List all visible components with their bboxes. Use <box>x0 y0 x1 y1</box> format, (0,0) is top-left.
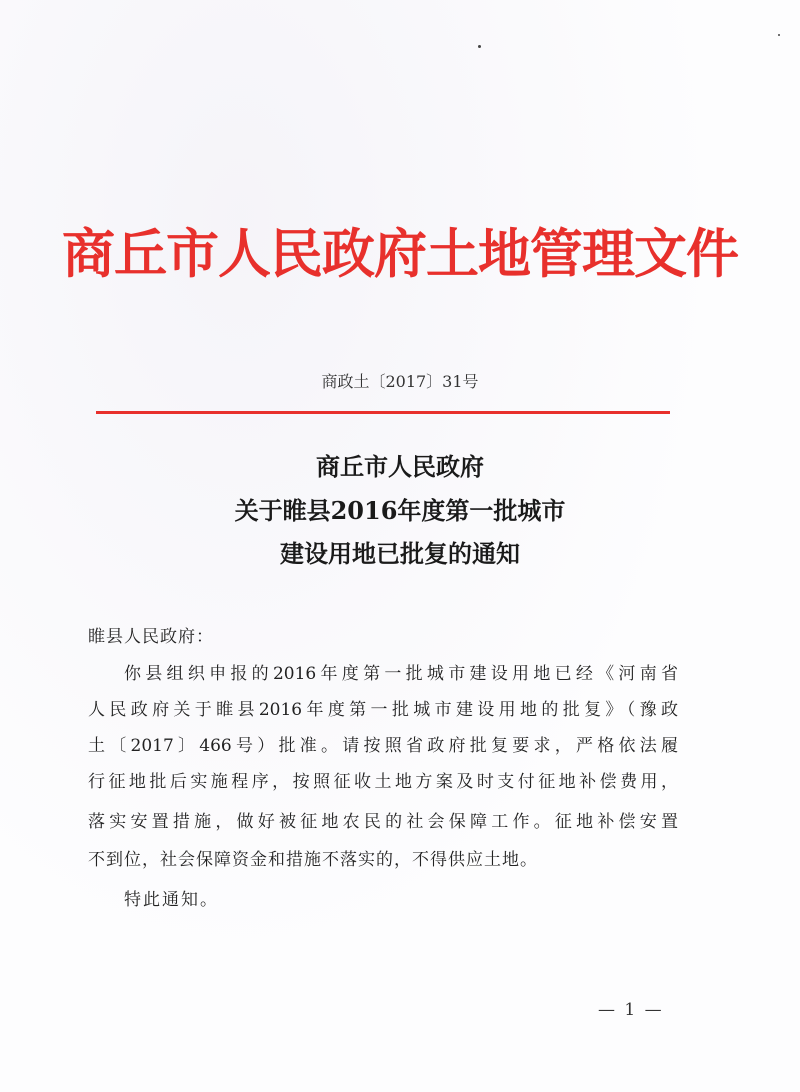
body-line: 人民政府关于睢县2016年度第一批城市建设用地的批复》（豫政 <box>88 700 678 720</box>
body-line: 不到位，社会保障资金和措施不落实的，不得供应土地。 <box>88 850 538 870</box>
body-line: 你县组织申报的2016年度第一批城市建设用地已经《河南省 <box>124 664 678 684</box>
notice-title-line-3: 建设用地已批复的通知 <box>280 539 520 568</box>
body-line: 行征地批后实施程序，按照征收土地方案及时支付征地补偿费用， <box>88 772 678 792</box>
body-line: 土〔2017〕466号）批准。请按照省政府批复要求，严格依法履 <box>88 736 678 756</box>
salutation: 睢县人民政府： <box>88 627 214 647</box>
scan-speck <box>778 34 780 36</box>
doc-number: 商政土〔2017〕31号 <box>321 372 479 391</box>
closing-text: 特此通知。 <box>124 890 219 910</box>
page-number: — 1 — <box>598 1000 664 1020</box>
red-divider <box>96 411 670 414</box>
body-line: 落实安置措施，做好被征地农民的社会保障工作。征地补偿安置 <box>88 812 678 832</box>
notice-title-line-2: 关于睢县2016年度第一批城市 <box>234 496 566 525</box>
notice-title-line-1: 商丘市人民政府 <box>316 452 484 481</box>
header-title: 商丘市人民政府土地管理文件 <box>62 224 738 285</box>
scan-speck <box>478 45 481 48</box>
